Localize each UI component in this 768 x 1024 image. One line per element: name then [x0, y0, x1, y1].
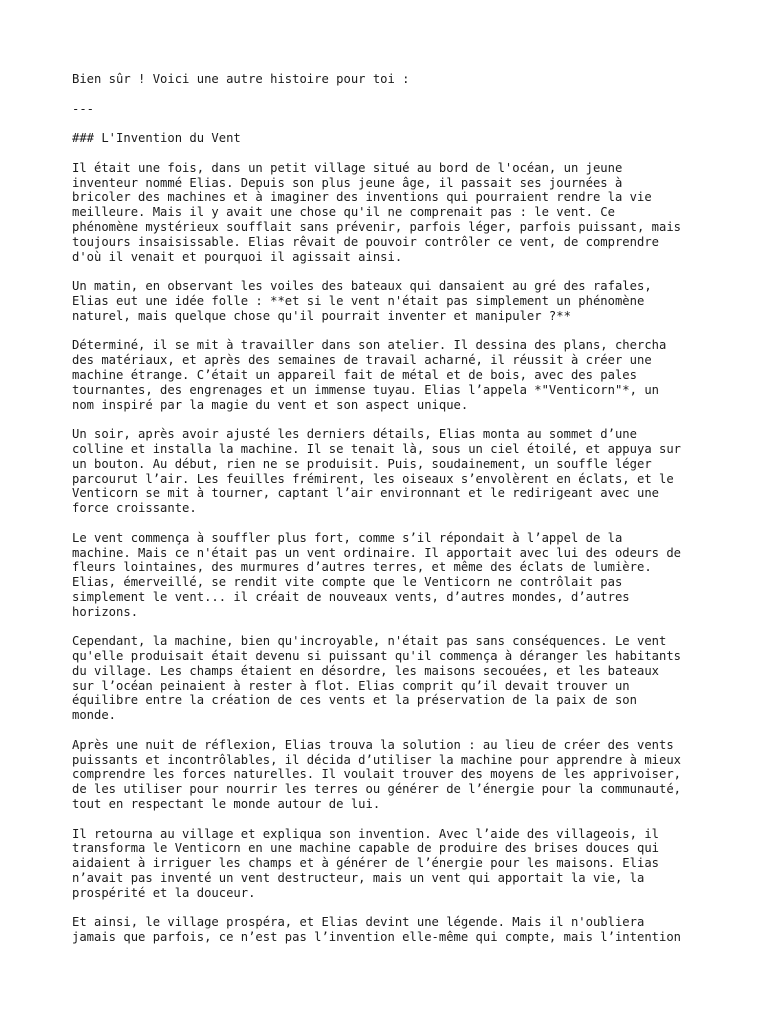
document-page	[72, 72, 712, 960]
intro-line: Bien sûr ! Voici une autre histoire pour toi :	[72, 72, 410, 86]
paragraph-8: Il retourna au village et expliqua son invention. Avec l’aide des villageois, il transforma le Venticorn en une machine capable de produire des brises douces qui aidaient à irriguer les champs et à générer de l’énergie pour les maisons. Elias n’avait pas inventé un vent destructeur, mais un vent qui apportait la vie, la prospérité et la douceur.	[72, 826, 659, 900]
separator-line: ---	[72, 101, 95, 116]
paragraph-1: Il était une fois, dans un petit village situé au bord de l'océan, un jeune inventeur nommé Elias. Depuis son plus jeune âge, il passait ses journées à bricoler des machines et à imaginer des inventions qui pourraient rendre la vie meilleure. Mais il y avait une chose qu'il ne comprenait pas : le vent. Ce phénomène mystérieux soufflait sans prévenir, parfois léger, parfois puissant, mais toujours insaisissable. Elias rêvait de pouvoir contrôler ce vent, de comprendre d'où il venait et pourquoi il agissait ainsi.	[72, 160, 682, 264]
paragraph-4: Un soir, après avoir ajusté les derniers détails, Elias monta au sommet d’une colline et installa la machine. Il se tenait là, sous un ciel étoilé, et appuya sur un bouton. Au début, rien ne se produisit. Puis, soudainement, un souffle léger parcourut l’air. Les feuilles frémirent, les oiseaux s’envolèrent en éclats, et le Venticorn se mit à tourner, captant l’air environnant et le redirigeant avec une force croissante.	[72, 427, 682, 516]
paragraph-9: Et ainsi, le village prospéra, et Elias devint une légende. Mais il n'oubliera jamais que parfois, ce n’est pas l’invention elle-même qui compte, mais l’intention	[72, 915, 682, 945]
paragraph-6: Cependant, la machine, bien qu'incroyable, n'était pas sans conséquences. Le vent qu'elle produisait était devenu si puissant qu'il commença à déranger les habitants du village. Les champs étaient en désordre, les maisons secouées, et les bateaux sur l’océan peinaient à rester à flot. Elias comprit qu’il devait trouver un équilibre entre la création de ces vents et la préservation de la paix de son monde.	[72, 634, 682, 723]
paragraph-3: Déterminé, il se mit à travailler dans son atelier. Il dessina des plans, chercha des matériaux, et après des semaines de travail acharné, il réussit à créer une machine étrange. C’était un appareil fait de métal et de bois, avec des pales tournantes, des engrenages et un immense tuyau. Elias l’appela *"Venticorn"*, un nom inspiré par la magie du vent et son aspect unique.	[72, 338, 667, 412]
paragraph-2: Un matin, en observant les voiles des bateaux qui dansaient au gré des rafales, Elias eut une idée folle : **et si le vent n'était pas simplement un phénomène naturel, mais quelque chose qu'il pourrait inventer et manipuler ?**	[72, 279, 652, 323]
paragraph-7: Après une nuit de réflexion, Elias trouva la solution : au lieu de créer des vents puissants et incontrôlables, il décida d’utiliser la machine pour apprendre à mieux comprendre les forces naturelles. Il voulait trouver des moyens de les apprivoiser, de les utiliser pour nourrir les terres ou générer de l’énergie pour la communauté, tout en respectant le monde autour de lui.	[72, 737, 682, 812]
paragraph-5: Le vent commença à souffler plus fort, comme s’il répondait à l’appel de la machine. Mais ce n'était pas un vent ordinaire. Il apportait avec lui des odeurs de fleurs lointaines, des murmures d’autres terres, et même des éclats de lumière. Elias, émerveillé, se rendit vite compte que le Venticorn ne contrôlait pas simplement le vent... il créait de nouveaux vents, d’autres mondes, d’autres horizons.	[72, 530, 682, 619]
story-heading: ### L'Invention du Vent	[72, 131, 241, 146]
